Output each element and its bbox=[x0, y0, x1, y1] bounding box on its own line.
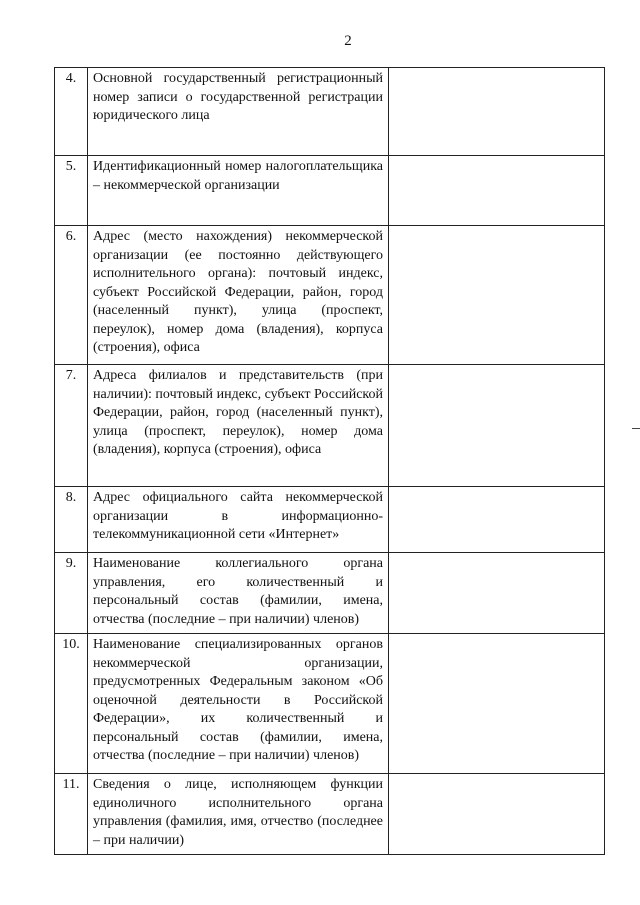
table-row bbox=[55, 553, 605, 634]
row-number: 10. bbox=[55, 634, 88, 774]
row-value-cell[interactable] bbox=[389, 487, 605, 553]
table-row bbox=[55, 68, 605, 156]
form-table bbox=[54, 67, 605, 855]
row-number: 4. bbox=[55, 68, 88, 156]
row-label: Адрес (место нахождения) некоммерческой организации (ее постоянно действующего исполнительного органа): почтовый индекс, субъект Российской Федерации, район, город (населенный пункт), улица (проспект, переулок), номер дома (владения), корпуса (строения), офиса bbox=[88, 226, 389, 365]
row-label: Адреса филиалов и представительств (при наличии): почтовый индекс, субъект Российской Федерации, район, город (населенный пункт), улица (проспект, переулок), номер дома (владения), корпуса (строения), офиса bbox=[88, 365, 389, 487]
row-label: Идентификационный номер налогоплательщика – некоммерческой организации bbox=[88, 156, 389, 226]
row-label: Сведения о лице, исполняющем функции единоличного исполнительного органа управления (фамилия, имя, отчество (последнее – при наличии) bbox=[88, 774, 389, 855]
row-value-cell[interactable] bbox=[389, 68, 605, 156]
table-row bbox=[55, 487, 605, 553]
row-number: 9. bbox=[55, 553, 88, 634]
row-value-cell[interactable] bbox=[389, 634, 605, 774]
table-row bbox=[55, 774, 605, 855]
row-label: Адрес официального сайта некоммерческой организации в информационно-телекоммуникационной сети «Интернет» bbox=[88, 487, 389, 553]
row-label: Наименование коллегиального органа управления, его количественный и персональный состав (фамилии, имена, отчества (последние – при наличии) членов) bbox=[88, 553, 389, 634]
row-value-cell[interactable] bbox=[389, 774, 605, 855]
row-number: 6. bbox=[55, 226, 88, 365]
table-row bbox=[55, 226, 605, 365]
row-value-cell[interactable] bbox=[389, 156, 605, 226]
table-row bbox=[55, 365, 605, 487]
row-value-cell[interactable] bbox=[389, 226, 605, 365]
row-value-cell[interactable] bbox=[389, 365, 605, 487]
scan-edge-mark bbox=[632, 428, 640, 429]
table-row bbox=[55, 634, 605, 774]
row-label: Наименование специализированных органов некоммерческой организации, предусмотренных Федеральным законом «Об оценочной деятельности в Российской Федерации», их количественный и персональный состав (фамилии, имена, отчества (последние – при наличии) членов) bbox=[88, 634, 389, 774]
row-label: Основной государственный регистрационный номер записи о государственной регистрации юридического лица bbox=[88, 68, 389, 156]
row-number: 11. bbox=[55, 774, 88, 855]
row-value-cell[interactable] bbox=[389, 553, 605, 634]
table-row bbox=[55, 156, 605, 226]
row-number: 7. bbox=[55, 365, 88, 487]
row-number: 5. bbox=[55, 156, 88, 226]
page-number: 2 bbox=[344, 33, 352, 49]
row-number: 8. bbox=[55, 487, 88, 553]
